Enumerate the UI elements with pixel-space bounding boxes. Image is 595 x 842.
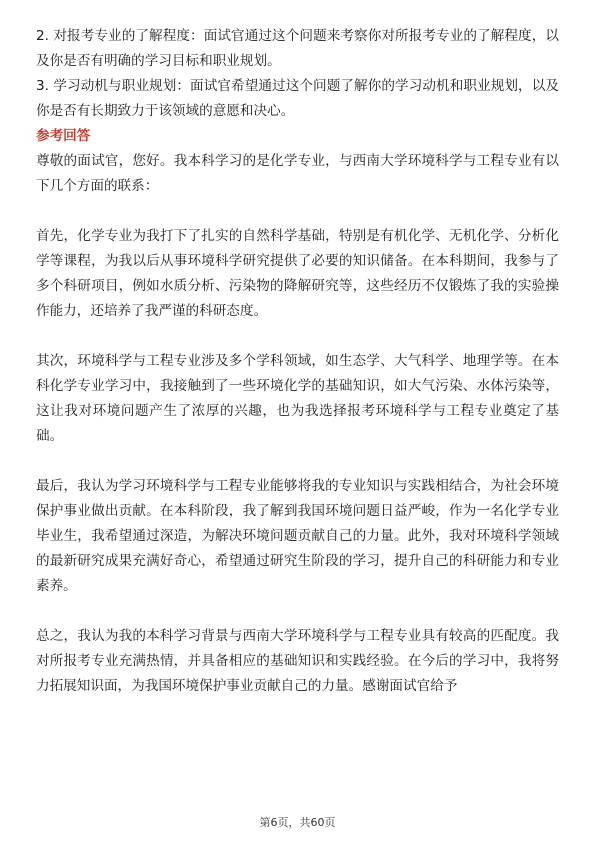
document-page — [36, 24, 559, 699]
page-number: 第6页，共60页 — [259, 816, 336, 829]
answer-paragraph-conclusion: 总之，我认为我的本科学习背景与西南大学环境科学与工程专业具有较高的匹配度。我对所报考专业充满热情，并具备相应的基础知识和实践经验。在今后的学习中，我将努力拓展知识面，为我国环境保护事业贡献自己的力量。感谢面试官给予 — [36, 628, 559, 694]
point-2: 2. 对报考专业的了解程度：面试官通过这个问题来考察你对所报考专业的了解程度，以及你是否有明确的学习目标和职业规划。 — [36, 28, 559, 69]
answer-paragraph-greeting: 尊敬的面试官，您好。我本科学习的是化学专业，与西南大学环境科学与工程专业有以下几个方面的联系： — [36, 153, 559, 194]
paragraph-spacer — [36, 449, 559, 474]
paragraph-spacer — [36, 324, 559, 349]
answer-paragraph-second: 其次，环境科学与工程专业涉及多个学科领域，如生态学、大气科学、地理学等。在本科化学专业学习中，我接触到了一些环境化学的基础知识，如大气污染、水体污染等，这让我对环境问题产生了浓厚的兴趣，也为我选择报考环境科学与工程专业奠定了基础。 — [36, 353, 559, 444]
answer-paragraph-first: 首先，化学专业为我打下了扎实的自然科学基础，特别是有机化学、无机化学、分析化学等课程，为我以后从事环境科学研究提供了必要的知识储备。在本科期间，我参与了多个科研项目，例如水质分析、污染物的降解研究等，这些经历不仅锻炼了我的实验操作能力，还培养了我严谨的科研态度。 — [36, 228, 559, 319]
point-3: 3. 学习动机与职业规划：面试官希望通过这个问题了解你的学习动机和职业规划，以及你是否有长期致力于该领域的意愿和决心。 — [36, 78, 559, 119]
paragraph-spacer — [36, 199, 559, 224]
answer-paragraph-last: 最后，我认为学习环境科学与工程专业能够将我的专业知识与实践相结合，为社会环境保护事业做出贡献。在本科阶段，我了解到我国环境问题日益严峻，作为一名化学专业毕业生，我希望通过深造，为解决环境问题贡献自己的力量。此外，我对环境科学领域的最新研究成果充满好奇心，希望通过研究生阶段的学习，提升自己的科研能力和专业素养。 — [36, 478, 559, 594]
paragraph-spacer — [36, 599, 559, 624]
answer-heading: 参考回答 — [36, 128, 91, 144]
